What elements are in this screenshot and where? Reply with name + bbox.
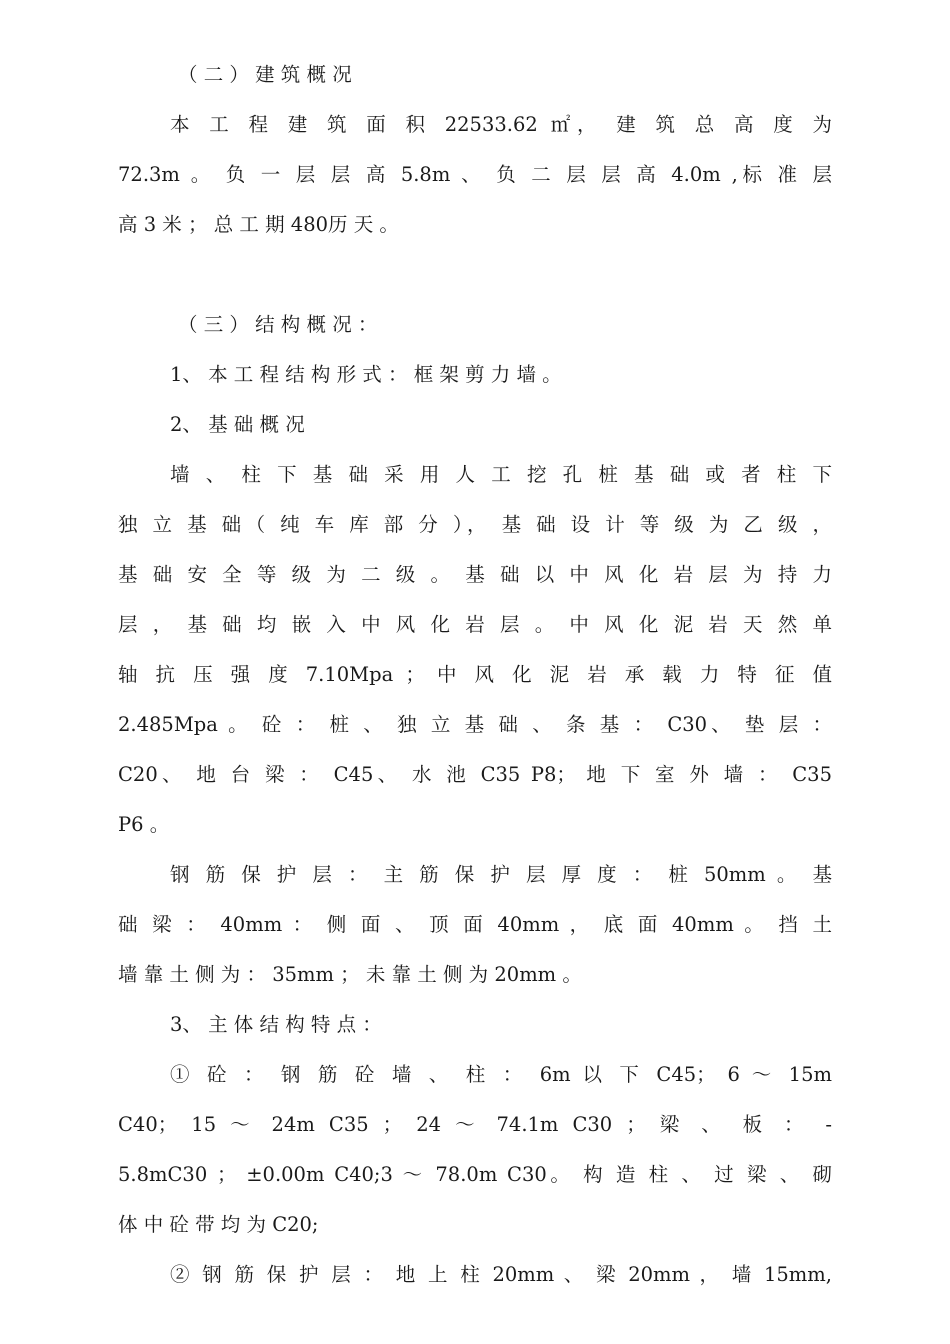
building-overview-line-3: 高 3 米 ； 总 工 期 480历 天 。 xyxy=(118,213,399,236)
building-overview-line-2: 72.3m 。 负 一 层 层 高 5.8m 、 负 二 层 层 高 4.0m ,标 准 层 xyxy=(118,163,832,186)
foundation-line-1: 墙 、 柱 下 基 础 采 用 人 工 挖 孔 桩 基 础 或 者 柱 下 xyxy=(170,463,832,486)
foundation-line-4: 层 ， 基 础 均 嵌 入 中 风 化 岩 层 。 中 风 化 泥 岩 天 然 单 xyxy=(118,613,832,636)
structure-item-2: 2、 基 础 概 况 xyxy=(170,413,305,436)
foundation-line-7: C20、 地 台 梁 ： C45、 水 池 C35 P8； 地 下 室 外 墙 ： C35 xyxy=(118,763,832,786)
concrete-grade-line-1: ① 砼 ： 钢 筋 砼 墙 、 柱 ： 6m 以 下 C45； 6 ～ 15m xyxy=(170,1063,832,1086)
section-3-heading: （ 三 ） 结 构 概 况 ： xyxy=(178,313,378,336)
rebar-cover-line-1: 钢 筋 保 护 层 ： 主 筋 保 护 层 厚 度 ： 桩 50mm 。 基 xyxy=(170,863,832,886)
foundation-line-5: 轴 抗 压 强 度 7.10Mpa ； 中 风 化 泥 岩 承 载 力 特 征 值 xyxy=(118,663,832,686)
concrete-grade-line-3: 5.8mC30 ； ±0.00m C40;3 ～ 78.0m C30。 构 造 柱 、 过 梁 、 砌 xyxy=(118,1163,832,1186)
foundation-line-3: 基 础 安 全 等 级 为 二 级 。 基 础 以 中 风 化 岩 层 为 持 力 xyxy=(118,563,832,586)
concrete-grade-line-4: 体 中 砼 带 均 为 C20; xyxy=(118,1213,319,1236)
rebar-cover-line-2: 础 梁 ： 40mm ： 侧 面 、 顶 面 40mm ， 底 面 40mm 。 挡 土 xyxy=(118,913,832,936)
building-overview-line-1: 本 工 程 建 筑 面 积 22533.62 ㎡， 建 筑 总 高 度 为 xyxy=(170,113,832,136)
foundation-line-6: 2.485Mpa 。 砼 ： 桩 、 独 立 基 础 、 条 基 ： C30、 垫 层 ： xyxy=(118,713,832,736)
structure-item-1: 1、 本 工 程 结 构 形 式 ： 框 架 剪 力 墙 。 xyxy=(170,363,562,386)
main-rebar-cover-line: ② 钢 筋 保 护 层 ： 地 上 柱 20mm 、 梁 20mm ， 墙 15mm, xyxy=(170,1263,832,1286)
rebar-cover-line-3: 墙 靠 土 侧 为 ： 35mm ； 未 靠 土 侧 为 20mm 。 xyxy=(118,963,582,986)
foundation-line-8: P6 。 xyxy=(118,813,170,836)
concrete-grade-line-2: C40； 15 ～ 24m C35 ； 24 ～ 74.1m C30 ； 梁 、 板 ： - xyxy=(118,1113,832,1136)
foundation-line-2: 独 立 基 础（ 纯 车 库 部 分 ）， 基 础 设 计 等 级 为 乙 级 ， xyxy=(118,513,832,536)
structure-item-3: 3、 主 体 结 构 特 点 ： xyxy=(170,1013,382,1036)
section-2-heading: （ 二 ） 建 筑 概 况 xyxy=(178,63,352,86)
